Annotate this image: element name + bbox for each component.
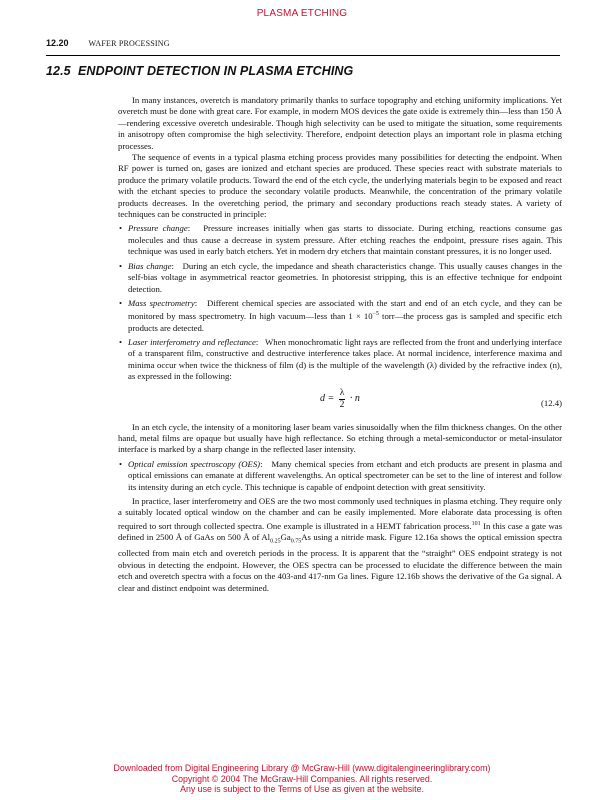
top-header: PLASMA ETCHING bbox=[256, 8, 348, 19]
paragraph-part: Ga bbox=[280, 532, 291, 543]
list-item-text: Pressure increases initially when gas starts to dissociate. During etching, reactions consume gas molecules and thus cause a decrease in system pressure. After etching reaches the endpoint, pressure rises again. This technique was used in early batch etchers. Yet in modern dry etchers that maintain constant pressures, it is no longer used. bbox=[128, 223, 562, 257]
section-number: 12.5 bbox=[46, 64, 71, 78]
exponent: −5 bbox=[372, 311, 379, 318]
reference-superscript: 101 bbox=[471, 520, 481, 527]
list-item-text: When monochromatic light rays are reflected from the front and underlying interface of a transparent film, constructive and destructive interference takes place. At normal incidence, interference maxima and minima occur when twice the thickness of film (d) is the multiple of the wavelength (λ) divided by the refractive index (n), as expressed in the following: bbox=[128, 337, 562, 382]
footer-download-link[interactable]: Downloaded from Digital Engineering Library @ McGraw-Hill (www.digitalengineeringlibrary.com) bbox=[113, 763, 491, 773]
footer-terms: Any use is subject to the Terms of Use as given at the website. bbox=[180, 784, 424, 794]
footer bbox=[0, 763, 604, 795]
equation-denominator: 2 bbox=[339, 399, 345, 410]
list-item-term: Mass spectrometry bbox=[128, 297, 195, 308]
equation-fraction bbox=[339, 388, 346, 411]
footer-copyright: Copyright © 2004 The McGraw-Hill Companies. All rights reserved. bbox=[171, 773, 433, 784]
equation-number: (12.4) bbox=[541, 397, 562, 408]
section-heading bbox=[46, 64, 566, 78]
technique-list bbox=[118, 223, 562, 382]
list-item: • Laser interferometry and reflectance: When monochromatic light rays are reflected from the front and underlying interface of a transparent film, constructive and destructive interference takes place. At normal incidence, interference maxima and minima occur when twice the thickness of film (d) is the multiple of the wavelength (λ) divided by the refractive index (n), as expressed in the following: bbox=[128, 337, 562, 383]
list-item-text-continued: torr—the process gas is sampled and specific etch products are detected. bbox=[128, 311, 562, 333]
paragraph bbox=[118, 496, 562, 594]
equation-body bbox=[320, 388, 360, 411]
paragraph-part: In practice, laser interferometry and OES are the two most commonly used techniques in plasma etching. They require only a suitably located optical window on the chamber and can be easily implemented. More elaborate data processing is often required to sort through collected spectra. One example is illustrated in a HEMT fabrication process. bbox=[118, 496, 562, 531]
equation-12-4 bbox=[118, 386, 562, 416]
section-title-text: ENDPOINT DETECTION IN PLASMA ETCHING bbox=[78, 64, 354, 78]
running-head-section: 12.20 bbox=[46, 38, 69, 48]
equation-lhs: d = bbox=[320, 393, 335, 405]
equation-numerator: λ bbox=[339, 387, 345, 398]
subscript: 0.75 bbox=[290, 538, 302, 545]
list-item-text: During an etch cycle, the impedance and sheath characteristics change. This usually causes changes in the self-bias voltage in asymmetrical reactor geometries. In photoresist stripping, this is an effective technique for endpoint detection. bbox=[128, 260, 562, 294]
list-item-term: Pressure change bbox=[128, 223, 188, 234]
list-item: • Pressure change: Pressure increases initially when gas starts to dissociate. During etching, reactions consume gas molecules and thus cause a decrease in system pressure. After etching reaches the endpoint, pressure rises again. This technique was used in early batch etchers. Yet in modern dry etchers that maintain constant pressures, it is no longer used. bbox=[128, 223, 562, 257]
paragraph: The sequence of events in a typical plasma etching process provides many possibilities for detecting the endpoint. When RF power is turned on, gases are ionized and etchant species are produced. These species react with substrate materials to produce the primary volatile products. Toward the end of the etch cycle, the underlying materials begin to be exposed and react with the etchant species to produce the secondary volatile products. Meanwhile, the concentration of the primary volatile products decreases. In the overetching period, the primary and secondary productions reach steady states. A variety of techniques can be constructed in principle: bbox=[118, 152, 562, 220]
paragraph: In many instances, overetch is mandatory primarily thanks to surface topography and etching uniformity implications. Yet overetch must be done with great care. For example, in modern MOS devices the gate oxide is extremely thin—less than 150 Å—rendering excessive overetch undesirable. Though high selectivity can be used to mitigate the situation, some requirements in anisotropy often compromise the high selectivity. Therefore, endpoint detection plays an important role in plasma etching processes. bbox=[118, 95, 562, 151]
running-head bbox=[46, 38, 170, 48]
header-rule bbox=[46, 55, 560, 56]
list-item: • Mass spectrometry: Different chemical species are associated with the start and end of an etch cycle, and they can be monitored by mass spectrometry. In high vacuum—less than $1 \times 10^{-5}$ torr—the process gas is sampled and specific etch products are detected. bbox=[128, 298, 562, 334]
technique-list-oes bbox=[118, 459, 562, 493]
list-item: • Optical emission spectroscopy (OES): Many chemical species from etchant and etch products are present in plasma and optical emissions can emanate at different wavelengths. An optical spectrometer can be set to the line of interest and follow its intensity during an etch cycle. This technique is capable of endpoint detection with great sensitivity. bbox=[128, 459, 562, 493]
running-head-title: WAFER PROCESSING bbox=[88, 39, 170, 48]
paragraph-part: In this case a gate was defined in 2500 Å of GaAs on 500 Å of Al bbox=[118, 520, 562, 543]
equation-rhs: · n bbox=[349, 393, 360, 405]
list-item-text: Many chemical species from etchant and etch products are present in plasma and optical emissions can emanate at different wavelengths. An optical spectrometer can be set to the line of interest and follow its intensity during an etch cycle. This technique is capable of endpoint detection with great sensitivity. bbox=[128, 458, 562, 492]
list-item-term: Bias change bbox=[128, 260, 172, 271]
list-item-text: Different chemical species are associated with the start and end of an etch cycle, and they can be monitored by mass spectrometry. In high vacuum—less than 1 × 10 bbox=[128, 297, 563, 322]
subscript: 0.25 bbox=[270, 538, 281, 545]
paragraph: In an etch cycle, the intensity of a monitoring laser beam varies sinusoidally when the film thickness changes. On the other hand, metal films are opaque but usually have high reflectance. So etching through a metal-semiconductor or metal-insulator interface is marked by a sharp change in the reflected laser intensity. bbox=[118, 421, 562, 455]
list-item-term: Laser interferometry and reflectance bbox=[128, 337, 256, 348]
paragraph-part: As using a nitride mask. Figure 12.16a shows the optical emission spectra collected from main etch and overetch periods in the process. It is apparent that the “straight” OES endpoint strategy is not obvious in detecting the endpoint. However, the OES spectra can be processed to elucidate the difference between the main etch and overetch spectra with a focus on the 403-and 417-nm Ga lines. Figure 12.16b shows the derivative of the Ga signal. A clear and distinct endpoint was determined. bbox=[118, 532, 562, 593]
list-item: • Bias change: During an etch cycle, the impedance and sheath characteristics change. This usually causes changes in the self-bias voltage in asymmetrical reactor geometries. In photoresist stripping, this is an effective technique for endpoint detection. bbox=[128, 261, 562, 295]
list-item-term: Optical emission spectroscopy (OES) bbox=[128, 458, 261, 469]
body-text bbox=[118, 95, 562, 594]
